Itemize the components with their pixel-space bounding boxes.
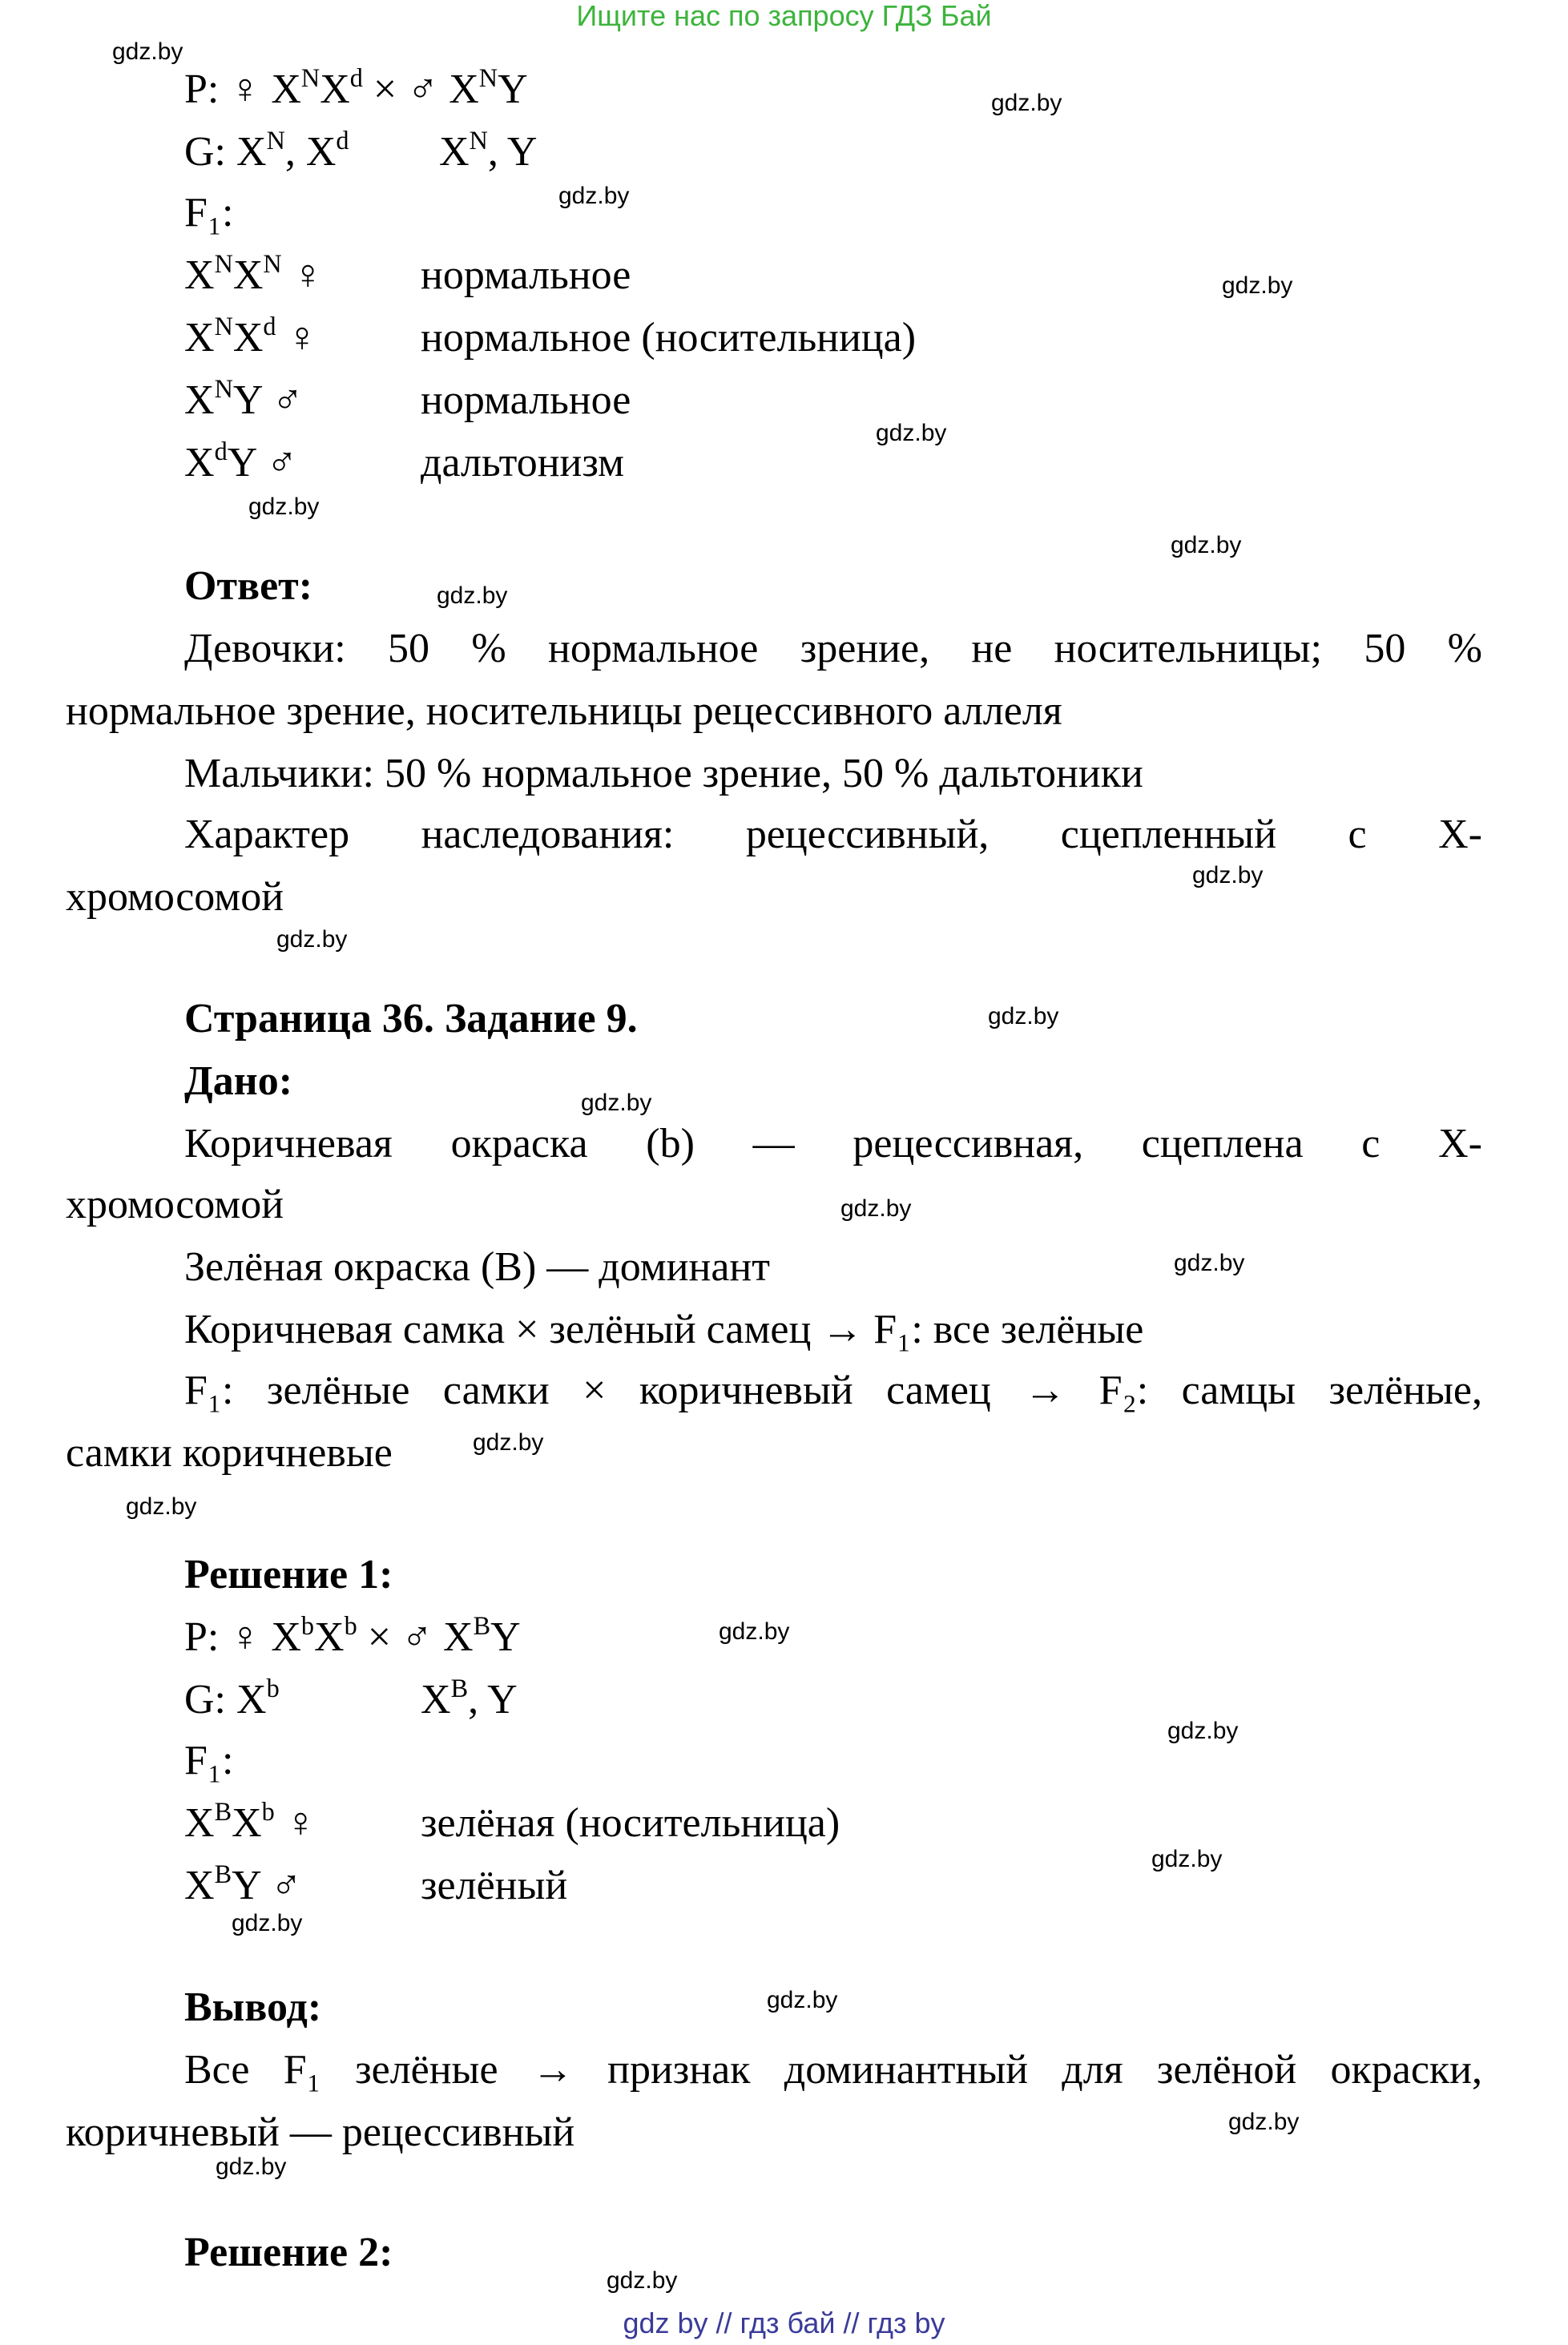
conclusion-line1: Все F₁ зелёные → признак доминантный для зелёной окраски, [184,2047,1482,2093]
solution1-gametes: G: $X^b$ $X^B$, Y [184,1674,518,1722]
cross1-f1-label: F₁: [184,190,234,236]
male-symbol: ♂ [260,1863,302,1908]
watermark: gdz.by [1192,862,1264,888]
watermark: gdz.by [1167,1718,1239,1744]
watermark: gdz.by [581,1090,652,1116]
watermark: gdz.by [276,926,348,953]
cross1-offspring-row: $X^NY$ ♂ нормальное [184,374,631,423]
answer-girls-line2: нормальное зрение, носительницы рецессивного аллеля [66,688,1062,734]
given-line4b: самки коричневые [66,1430,393,1476]
watermark: gdz.by [1171,532,1242,558]
watermark: gdz.by [840,1195,912,1222]
conclusion-line2: коричневый — рецессивный [66,2109,575,2155]
female-symbol: ♀ [281,252,324,298]
watermark: gdz.by [248,494,320,520]
answer-boys: Мальчики: 50 % нормальное зрение, 50 % дальтоники [184,751,1143,796]
solution2-heading: Решение 2: [184,2230,393,2275]
solution1-heading: Решение 1: [184,1552,393,1598]
solution1-parents: P: ♀ $X^bX^b$ × ♂ $X^BY$ [184,1611,521,1660]
given-line3: Коричневая самка × зелёный самец → F₁: все зелёные [184,1307,1144,1352]
top-banner: Ищите нас по запросу ГДЗ Бай [576,0,992,32]
answer-inheritance-line1: Характер наследования: рецессивный, сцепленный с Х- [184,812,1482,857]
solution1-offspring-row: $X^BX^b$ ♀ зелёная (носительница) [184,1797,840,1846]
conclusion-heading: Вывод: [184,1984,322,2030]
watermark: gdz.by [719,1618,790,1645]
female-symbol: ♀ [274,1800,316,1846]
watermark: gdz.by [437,582,508,609]
watermark: gdz.by [1174,1250,1245,1276]
given-line1b: хромосомой [66,1182,284,1227]
given-heading: Дано: [184,1058,293,1104]
given-line4a: F₁: зелёные самки × коричневый самец → F₂: самцы зелёные, [184,1368,1482,1413]
watermark: gdz.by [1151,1846,1223,1872]
male-symbol: ♂ [256,440,298,486]
given-line1a: Коричневая окраска (b) — рецессивная, сцеплена с Х- [184,1121,1482,1166]
task-title: Страница 36. Задание 9. [184,996,638,1042]
watermark: gdz.by [232,1910,303,1936]
watermark: gdz.by [112,38,183,65]
cross1-parents: P: ♀ $X^NX^d$ × ♂ $X^NY$ [184,63,528,112]
watermark: gdz.by [991,90,1062,116]
answer-girls-line1: Девочки: 50 % нормальное зрение, не носительницы; 50 % [184,626,1482,671]
solution1-f1-label: F₁: [184,1738,234,1783]
cross1-offspring-row: $X^dY$ ♂ дальтонизм [184,437,625,486]
cross1-offspring-row: $X^NX^N$ ♀ нормальное [184,249,631,298]
female-symbol: ♀ [276,315,318,361]
cross1-offspring-row: $X^NX^d$ ♀ нормальное (носительница) [184,312,917,361]
male-symbol: ♂ [261,377,304,423]
watermark: gdz.by [988,1003,1059,1029]
answer-inheritance-line2: хромосомой [66,874,284,920]
watermark: gdz.by [126,1493,197,1520]
footer-links: gdz by // гдз бай // гдз by [623,2307,945,2339]
watermark: gdz.by [767,1987,838,2013]
answer-heading: Ответ: [184,563,313,609]
solution1-offspring-row: $X^BY$ ♂ зелёный [184,1859,568,1908]
watermark: gdz.by [1228,2109,1300,2135]
watermark: gdz.by [558,183,630,209]
watermark: gdz.by [607,2267,678,2294]
given-line2: Зелёная окраска (B) — доминант [184,1244,770,1290]
watermark: gdz.by [1222,272,1293,299]
watermark: gdz.by [473,1429,544,1456]
watermark: gdz.by [216,2154,287,2180]
watermark: gdz.by [876,420,947,446]
cross1-gametes: G: $X^N$, $X^d$ $X^N$, Y [184,126,538,175]
